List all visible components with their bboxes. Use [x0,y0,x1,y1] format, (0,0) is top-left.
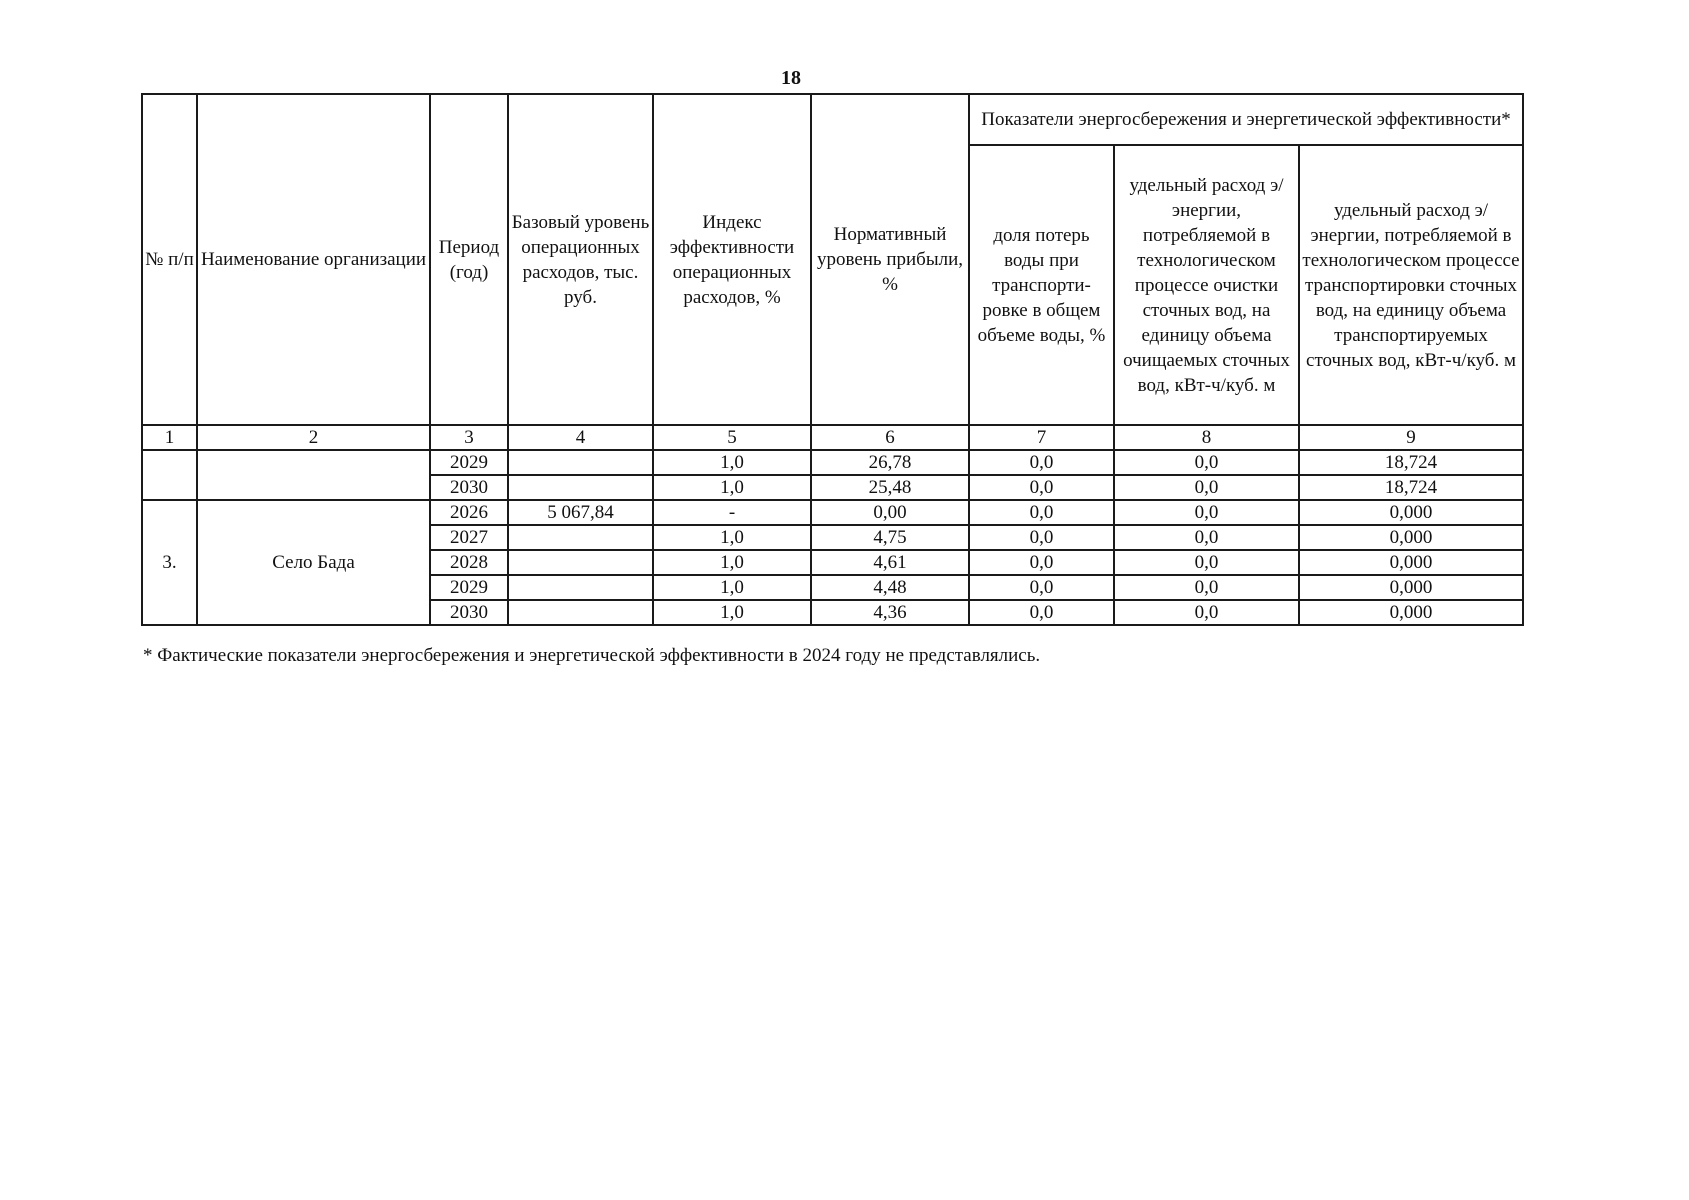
column-number: 2 [197,425,430,450]
cell-water-loss: 0,0 [969,500,1114,525]
cell-water-loss: 0,0 [969,550,1114,575]
cell-efficiency-index: 1,0 [653,450,811,475]
column-number: 9 [1299,425,1523,450]
header-efficiency-index: Индекс эффективности операционных расходов, % [653,94,811,425]
cell-period: 2028 [430,550,508,575]
cell-energy-transport: 0,000 [1299,575,1523,600]
cell-water-loss: 0,0 [969,525,1114,550]
column-number: 1 [142,425,197,450]
page-number: 18 [781,67,801,89]
cell-base-opex [508,575,653,600]
cell-efficiency-index: 1,0 [653,550,811,575]
column-number: 3 [430,425,508,450]
column-number-row [142,425,1523,450]
cell-water-loss: 0,0 [969,475,1114,500]
cell-efficiency-index: 1,0 [653,575,811,600]
cell-water-loss: 0,0 [969,450,1114,475]
cell-base-opex [508,600,653,625]
cell-energy-transport: 0,000 [1299,500,1523,525]
header-energy-group: Показатели энергосбережения и энергетической эффективности* [969,94,1523,145]
cell-normative-profit: 25,48 [811,475,969,500]
header-org-name: Наименование организации [197,94,430,425]
cell-efficiency-index: 1,0 [653,600,811,625]
cell-energy-transport: 18,724 [1299,475,1523,500]
cell-row-num [142,450,197,500]
cell-energy-treatment: 0,0 [1114,450,1299,475]
header-period: Период (год) [430,94,508,425]
cell-energy-treatment: 0,0 [1114,600,1299,625]
cell-efficiency-index: - [653,500,811,525]
cell-energy-treatment: 0,0 [1114,525,1299,550]
cell-period: 2029 [430,575,508,600]
cell-period: 2030 [430,600,508,625]
cell-normative-profit: 4,61 [811,550,969,575]
cell-energy-treatment: 0,0 [1114,575,1299,600]
cell-energy-transport: 0,000 [1299,600,1523,625]
cell-water-loss: 0,0 [969,575,1114,600]
cell-efficiency-index: 1,0 [653,475,811,500]
cell-normative-profit: 4,36 [811,600,969,625]
cell-period: 2026 [430,500,508,525]
column-number: 4 [508,425,653,450]
cell-row-num: 3. [142,500,197,625]
cell-normative-profit: 0,00 [811,500,969,525]
header-water-loss: доля потерь воды при транспорти-ровке в общем объеме воды, % [969,145,1114,425]
cell-efficiency-index: 1,0 [653,525,811,550]
cell-energy-transport: 0,000 [1299,525,1523,550]
indicators-table [141,93,1524,626]
cell-normative-profit: 4,48 [811,575,969,600]
column-number: 5 [653,425,811,450]
column-number: 8 [1114,425,1299,450]
column-number: 6 [811,425,969,450]
footnote: * Фактические показатели энергосбережения и энергетической эффективности в 2024 году не представлялись. [143,645,1041,666]
cell-water-loss: 0,0 [969,600,1114,625]
cell-normative-profit: 26,78 [811,450,969,475]
table-row [142,450,1523,475]
cell-energy-treatment: 0,0 [1114,550,1299,575]
cell-energy-transport: 0,000 [1299,550,1523,575]
cell-energy-treatment: 0,0 [1114,500,1299,525]
header-row-num: № п/п [142,94,197,425]
header-normative-profit: Нормативный уровень прибыли, % [811,94,969,425]
cell-base-opex [508,550,653,575]
cell-org-name: Село Бада [197,500,430,625]
cell-period: 2029 [430,450,508,475]
header-energy-treatment: удельный расход э/энергии, потребляемой в технологическом процессе очистки сточных вод, на единицу объема очищаемых сточных вод, кВт-ч/куб. м [1114,145,1299,425]
header-row-top [142,94,1523,145]
cell-period: 2030 [430,475,508,500]
cell-base-opex [508,525,653,550]
cell-org-name [197,450,430,500]
table-body [142,94,1523,625]
table-row [142,500,1523,525]
cell-normative-profit: 4,75 [811,525,969,550]
header-energy-transport: удельный расход э/энергии, потребляемой в технологическом процессе транспортировки сточных вод, на единицу объема транспортируемых сточных вод, кВт-ч/куб. м [1299,145,1523,425]
cell-energy-transport: 18,724 [1299,450,1523,475]
cell-period: 2027 [430,525,508,550]
cell-base-opex [508,475,653,500]
cell-base-opex [508,450,653,475]
column-number: 7 [969,425,1114,450]
cell-energy-treatment: 0,0 [1114,475,1299,500]
header-base-opex: Базовый уровень операционных расходов, тыс. руб. [508,94,653,425]
cell-base-opex: 5 067,84 [508,500,653,525]
